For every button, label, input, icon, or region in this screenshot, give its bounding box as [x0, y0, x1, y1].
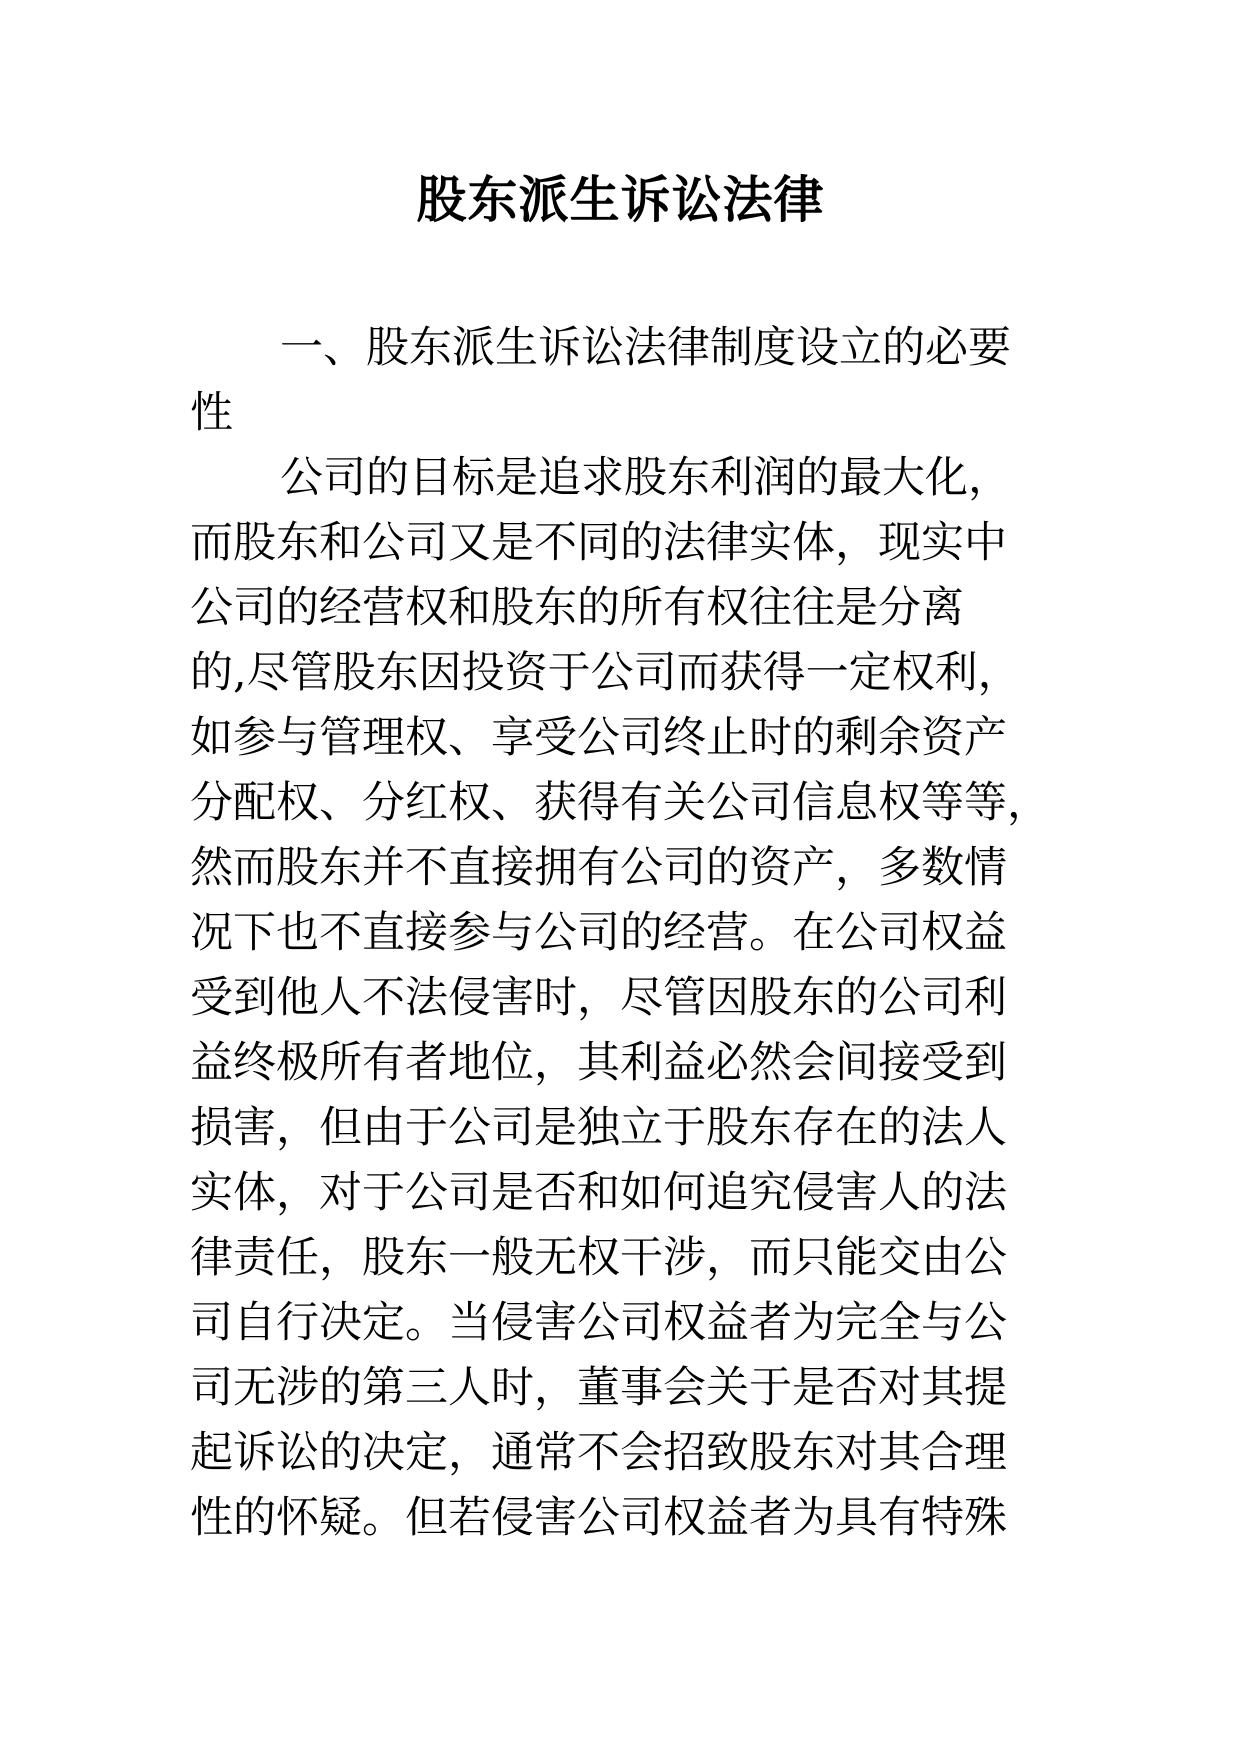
paragraph-line: 受到他人不法侵害时，尽管因股东的公司利 [190, 973, 1007, 1023]
paragraph-line: 然而股东并不直接拥有公司的资产，多数情 [190, 843, 1007, 893]
paragraph-line: 益终极所有者地位，其利益必然会间接受到 [190, 1038, 1007, 1088]
paragraph-line: 实体，对于公司是否和如何追究侵害人的法 [190, 1168, 1007, 1218]
document-body [190, 316, 1070, 1551]
section-heading-line: 性 [190, 388, 233, 438]
paragraph-line: 律责任，股东一般无权干涉，而只能交由公 [190, 1233, 1007, 1283]
paragraph-line: 如参与管理权、享受公司终止时的剩余资产 [190, 713, 1007, 763]
paragraph-line: 的,尽管股东因投资于公司而获得一定权利， [190, 648, 1021, 698]
paragraph-line: 分配权、分红权、获得有关公司信息权等等， [190, 778, 1050, 828]
paragraph-line: 起诉讼的决定，通常不会招致股东对其合理 [190, 1428, 1007, 1478]
paragraph-line: 司无涉的第三人时，董事会关于是否对其提 [190, 1363, 1007, 1413]
paragraph-line: 司自行决定。当侵害公司权益者为完全与公 [190, 1298, 1007, 1348]
paragraph-line: 公司的目标是追求股东利润的最大化， [280, 453, 1011, 503]
paragraph-line: 公司的经营权和股东的所有权往往是分离 [190, 583, 964, 633]
paragraph-line: 况下也不直接参与公司的经营。在公司权益 [190, 908, 1007, 958]
section-heading-line: 一、股东派生诉讼法律制度设立的必要 [280, 323, 1011, 373]
paragraph-line: 损害，但由于公司是独立于股东存在的法人 [190, 1103, 1007, 1153]
document-title: 股东派生诉讼法律 [416, 170, 825, 229]
paragraph-line: 而股东和公司又是不同的法律实体，现实中 [190, 518, 1007, 568]
paragraph-line: 性的怀疑。但若侵害公司权益者为具有特殊 [190, 1493, 1007, 1543]
